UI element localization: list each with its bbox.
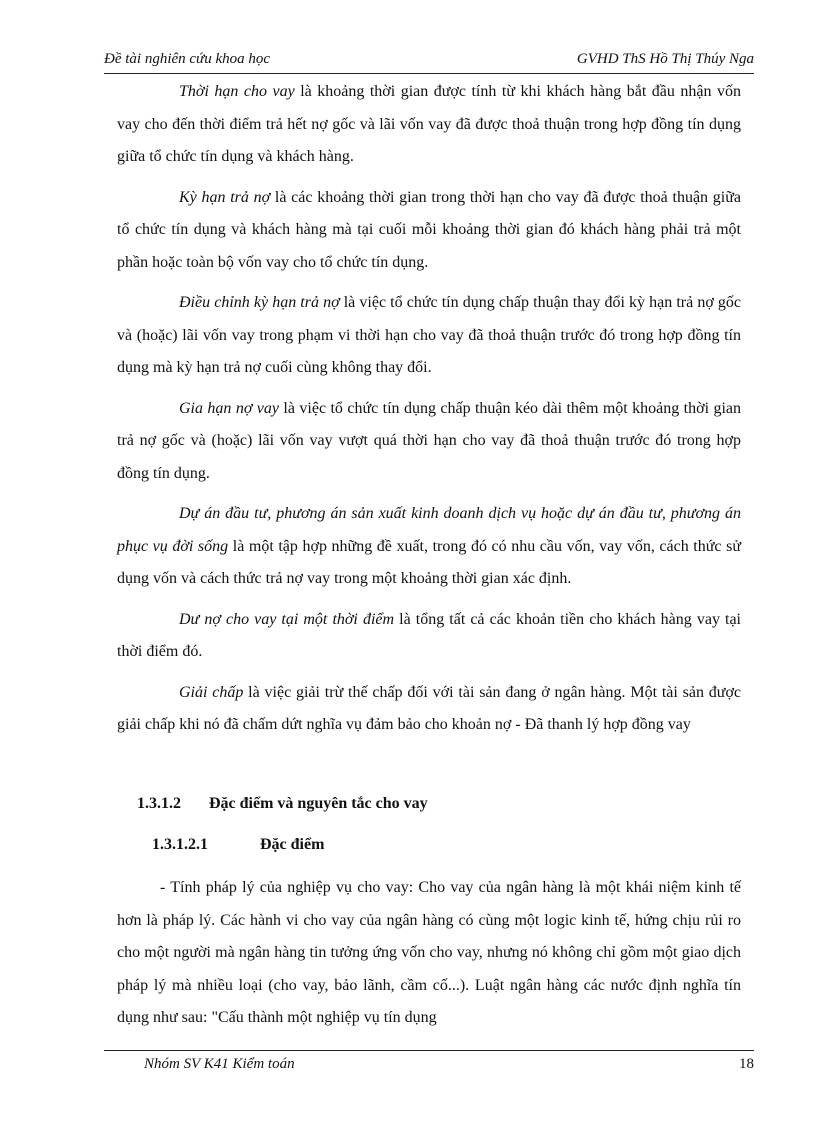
paragraph-thoi-han: Thời hạn cho vay là khoảng thời gian được tính từ khi khách hàng bắt đầu nhận vốn vay cho đến thời điểm trả hết nợ gốc và lãi vốn vay đã được thoả thuận trong hợp đồng tín dụng giữa tổ chức tín dụng và khách hàng. (117, 83, 742, 165)
footer-rule (104, 1050, 754, 1051)
footer-left: Nhóm SV K41 Kiểm toán (144, 1056, 295, 1072)
section-number: 1.3.1.2 (137, 795, 181, 812)
header-right: GVHD ThS Hồ Thị Thúy Nga (576, 51, 754, 67)
paragraph-tinh-phap-ly: - Tính pháp lý của nghiệp vụ cho vay: Cho vay của ngân hàng là một khái niệm kinh tế hơn là pháp lý. Các hành vi cho vay của ngân hàng có cùng một logic kinh tế, hứng chịu rủi ro cho một người mà ngân hàng tin tưởng ứng vốn cho vay, nhưng nó không chỉ gồm một giao dịch pháp lý mà nhiều loại (cho vay, bảo lãnh, cầm cố...). Luật ngân hàng các nước định nghĩa tín dụng như sau: "Cấu thành một nghiệp vụ tín dụng (117, 879, 741, 1026)
paragraph-gia-han: Gia hạn nợ vay là việc tổ chức tín dụng chấp thuận kéo dài thêm một khoảng thời gian trả nợ gốc và (hoặc) lãi vốn vay vượt quá thời hạn cho vay đã thoả thuận trước đó trong hợp đồng tín dụng. (117, 399, 742, 482)
page-footer (104, 1056, 754, 1078)
subsection-number: 1.3.1.2.1 (152, 836, 208, 853)
section-heading (137, 795, 428, 813)
section-title: Đặc điểm và nguyên tắc cho vay (209, 795, 428, 812)
term: Gia hạn nợ vay (179, 399, 280, 417)
paragraph-dieu-chinh: Điều chỉnh kỳ hạn trả nợ là việc tổ chức tín dụng chấp thuận thay đổi kỳ hạn trả nợ gốc và (hoặc) lãi vốn vay trong phạm vi thời hạn cho vay đã thoả thuận trước đó trong hợp đồng tín dụng mà kỳ hạn trả nợ cuối cùng không thay đổi. (117, 294, 742, 376)
term: Điều chỉnh kỳ hạn trả nợ (179, 294, 340, 311)
header-rule (104, 73, 754, 74)
page-header (104, 51, 754, 73)
term: Dự án đầu tư, phương án sản xuất kinh doanh dịch vụ hoặc dự án đầu tư, phương án phục vụ đời sống (117, 505, 741, 555)
term: Dư nợ cho vay tại một thời điểm (179, 610, 395, 628)
term: Thời hạn cho vay (179, 83, 295, 100)
term: Kỳ hạn trả nợ (179, 188, 271, 206)
subsection-title: Đặc điểm (260, 836, 325, 853)
dash-paragraph-block (117, 872, 741, 1035)
subsection-heading (152, 836, 324, 854)
header-left: Đề tài nghiên cứu khoa học (104, 51, 271, 67)
paragraph-ky-han: Kỳ hạn trả nợ là các khoảng thời gian trong thời hạn cho vay đã được thoả thuận giữa tổ chức tín dụng và khách hàng mà tại cuối mỗi khoảng thời gian đó khách hàng phải trả một phần hoặc toàn bộ vốn vay cho tổ chức tín dụng. (117, 188, 741, 271)
paragraph-du-no: Dư nợ cho vay tại một thời điểm là tổng tất cả các khoản tiền cho khách hàng vay tại thời điểm đó. (117, 610, 742, 660)
paragraph-giai-chap: Giải chấp là việc giải trừ thế chấp đối với tài sản đang ở ngân hàng. Một tài sản được giải chấp khi nó đã chấm dứt nghĩa vụ đảm bảo cho khoản nợ - Đã thanh lý hợp đồng vay (117, 683, 742, 733)
paragraph-du-an: Dự án đầu tư, phương án sản xuất kinh doanh dịch vụ hoặc dự án đầu tư, phương án phục vụ đời sống là một tập hợp những đề xuất, trong đó có nhu cầu vốn, vay vốn, cách thức sử dụng vốn và cách thức trả nợ vay trong một khoảng thời gian xác định. (117, 505, 741, 587)
body-text (117, 76, 741, 750)
page-number: 18 (739, 1056, 754, 1072)
term: Giải chấp (179, 683, 244, 701)
